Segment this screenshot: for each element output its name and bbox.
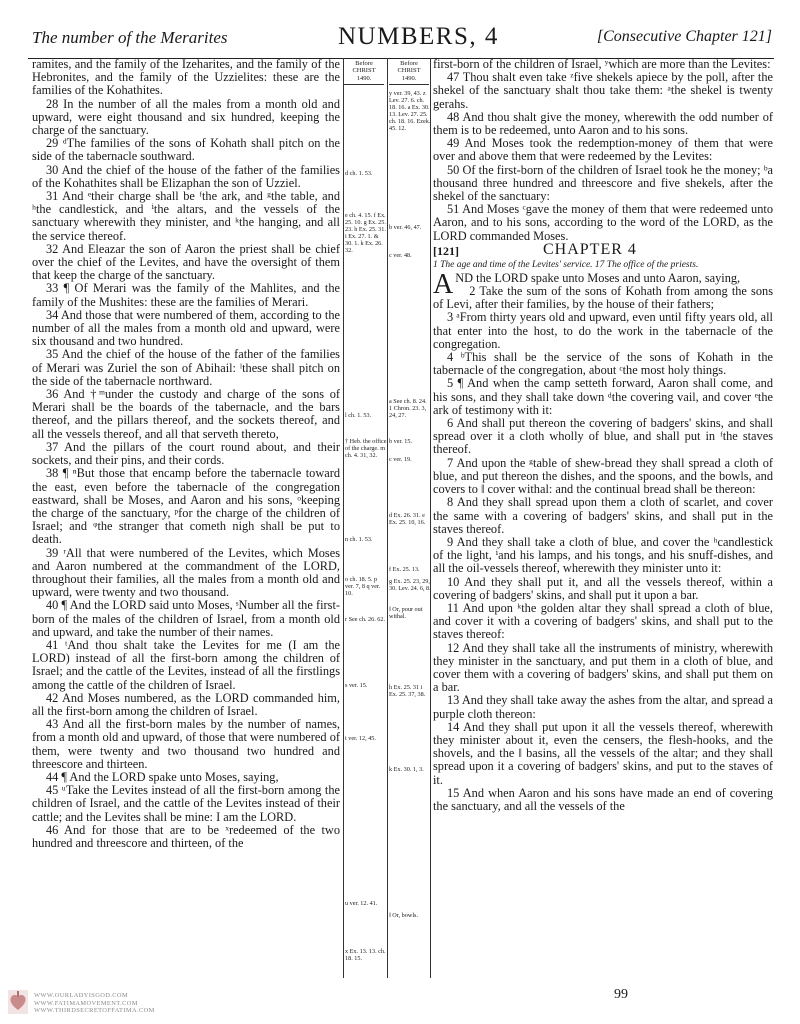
verse: 40 ¶ And the LORD said unto Moses, ˢNumber all the first-born of the males of the children of Israel, from a month old and upward, and take the number of their names. [32, 598, 340, 639]
verse: 48 And thou shalt give the money, wherewith the odd number of them is to be redeemed, unto Aaron and to his sons. [433, 109, 773, 138]
left-text-column [32, 58, 340, 850]
verse: 45 ᵘTake the Levites instead of all the first-born among the children of Israel, and the cattle of the Levites instead of their cattle; and the Levites shall be mine: I am the LORD. [32, 783, 340, 824]
drop-cap: A [433, 268, 454, 300]
verse: 33 ¶ Of Merari was the family of the Mahlites, and the family of the Mushites: these are the families of Merari. [32, 281, 340, 309]
verse: 35 And the chief of the house of the father of the families of Merari was Zuriel the son of Abihail: ˡthese shall pitch on the side of the tabernacle northward. [32, 347, 340, 388]
verse: 29 ᵈThe families of the sons of Kohath shall pitch on the side of the tabernacle southward. [32, 136, 340, 164]
chapter-title: CHAPTER 4 [543, 240, 637, 258]
footer-link[interactable]: WWW.THIRDSECRETOFFATIMA.COM [34, 1007, 155, 1015]
margin-note: n ch. 1. 53. [345, 536, 373, 543]
margin-note: b ver. 46, 47. [389, 224, 422, 231]
verse: 28 In the number of all the males from a month old and upward, were eight thousand and six hundred, keeping the charge of the sanctuary. [32, 96, 340, 138]
verse: 2 Take the sum of the sons of Kohath from among the sons of Levi, after their families, by the house of their fathers; [433, 284, 773, 312]
verse: ramites, and the family of the Izeharites, and the family of the Hebronites, and the family of the Uzzielites: these are the families of the Kohathites. [32, 57, 340, 98]
verse: 44 ¶ And the LORD spake unto Moses, saying, [46, 769, 279, 784]
before-christ-label-left: Before CHRIST 1490. [344, 60, 384, 85]
verse: 5 ¶ And when the camp setteth forward, Aaron shall come, and his sons, and they shall take down ᵈthe covering vail, and cover ᵉthe ark of testimony with it: [433, 376, 773, 417]
margin-note: a See ch. 8. 24. 1 Chron. 23. 3, 24, 27. [389, 398, 427, 419]
chapter-heading [433, 240, 773, 259]
footer-links [34, 992, 254, 1015]
header-consecutive-chapter: [Consecutive Chapter 121] [596, 28, 772, 45]
verse-text: ND the LORD spake unto Moses and unto Aaron, saying, [455, 270, 741, 285]
right-text-column [433, 58, 773, 813]
verse: 31 And ᵉtheir charge shall be ᶠthe ark, and ᵍthe table, and ʰthe candlestick, and ⁱthe altars, and the vessels of the sanctuary wherewith they minister, and ᵏthe hanging, and all the service thereof. [32, 189, 340, 243]
margin-note: g Ex. 25. 23, 29, 30. Lev. 24. 6, 8. [389, 578, 431, 592]
margin-note: h Ex. 25. 31 i Ex. 25. 37, 38. [389, 684, 426, 698]
verse: 11 And upon ᵏthe golden altar they shall spread a cloth of blue, and cover it with a covering of badgers' skins, and shall put to the staves thereof: [433, 600, 773, 642]
verse: 3 ᵃFrom thirty years old and upward, even until fifty years old, all that enter into the host, to do the work in the tabernacle of the congregation. [433, 310, 773, 351]
margin-note: c ver. 19. [389, 456, 412, 463]
column-rule-left [343, 58, 344, 978]
margin-note: e ch. 4. 15. f Ex. 25. 10. g Ex. 25. 23. h Ex. 25. 31. i Ex. 27. 1. & 30. 1. k Ex. 26. 32. [345, 212, 386, 254]
verse: first-born of the children of Israel, ʸwhich are more than the Levites: [433, 57, 771, 71]
verse: 9 And they shall take a cloth of blue, and cover the ʰcandlestick of the light, ⁱand his lamps, and his tongs, and his snuff-dishes, and all the oil-vessels thereof, wherewith they minister unto it: [433, 534, 773, 576]
verse: 15 And when Aaron and his sons have made an end of covering the sanctuary, and all the vessels of the [433, 785, 773, 813]
margin-note: u ver. 12. 41. [345, 900, 378, 907]
verse: 8 And they shall spread upon them a cloth of scarlet, and cover the same with a covering of badgers' skins, and shall put in the staves thereof. [433, 495, 773, 536]
verse: 43 And all the first-born males by the number of names, from a month old and upward, of those that were numbered of them, were twenty and two thousand two hundred and threescore and thirteen. [32, 717, 340, 771]
header-book-title: NUMBERS, 4 [338, 23, 499, 50]
margin-note: f Ex. 25. 13. [389, 566, 420, 573]
verse: 38 ¶ ⁿBut those that encamp before the tabernacle toward the east, even before the tabernacle of the congregation eastward, shall be Moses, and Aaron and his sons, ᵒkeeping the charge of the sanctuary, ᵖfor the charge of the children of Israel; and ᵠthe stranger that cometh nigh shall be put to death. [32, 466, 340, 547]
verse: 12 And they shall take all the instruments of ministry, wherewith they minister in the sanctuary, and put them in a cloth of blue, and cover them with a covering of badgers' skins, and shall put them on a bar. [433, 640, 773, 695]
margin-note: b ver. 15. [389, 438, 413, 445]
margin-note: x Ex. 13. 13. ch. 18. 15. [345, 948, 386, 962]
chapter-summary: 1 The age and time of the Levites' service. 17 The office of the priests. [433, 259, 699, 270]
verse: 41 ᵗAnd thou shalt take the Levites for me (I am the LORD) instead of all the first-born among the children of Israel; and the cattle of the Levites, instead of all the firstlings among the cattle of the children of Israel. [32, 637, 340, 692]
margin-note: d Ex. 26. 31. e Ex. 25. 10, 16. [389, 512, 426, 526]
verse: 6 And shall put thereon the covering of badgers' skins, and shall spread over it a cloth wholly of blue, and shall put in ᶠthe staves thereof. [433, 416, 773, 457]
margin-note: c ver. 48. [389, 252, 412, 259]
chapter-consecutive-number: [121] [433, 243, 459, 258]
before-christ-label-right: Before CHRIST 1490. [389, 60, 429, 85]
page-number: 99 [614, 987, 628, 1002]
margin-note: r See ch. 26. 62. [345, 616, 386, 623]
heart-logo-icon [8, 990, 28, 1014]
header-section-title: The number of the Merarites [32, 28, 228, 47]
margin-note: t ver. 12, 45. [345, 735, 376, 742]
verse: 34 And those that were numbered of them, according to the number of all the males from a month old and upward, were six thousand and two hundred. [32, 307, 340, 349]
verse: 14 And they shall put upon it all the vessels thereof, wherewith they minister about it, even the censers, the flesh-hooks, and the shovels, and the ‖ basins, all the vessels of the altar; and they shall spread upon it a covering of badgers' skins, and put to the staves of it. [433, 719, 773, 787]
verse: 7 And upon the ᵍtable of shew-bread they shall spread a cloth of blue, and put thereon the dishes, and the spoons, and the bowls, and covers to ‖ cover withal: and the continual bread shall be thereon: [433, 455, 773, 497]
margin-note: ‖ Or, pour out withal. [389, 606, 423, 620]
column-rule-middle [387, 58, 388, 978]
verse: 32 And Eleazar the son of Aaron the priest shall be chief over the chief of the Levites, and have the oversight of them that keep the charge of the sanctuary. [32, 241, 340, 283]
margin-note: d ch. 1. 53. [345, 170, 373, 177]
margin-note: k Ex. 30. 1, 3. [389, 766, 424, 773]
verse: 36 And †ᵐunder the custody and charge of the sons of Merari shall be the boards of the tabernacle, and the bars thereof, and the pillars thereof, and the sockets thereof, and all the vessels thereof, and all that serveth thereto, [32, 387, 340, 441]
margin-note: † Heb. the office of the charge. m ch. 4. 31, 32. [345, 438, 387, 459]
verse: 47 Thou shalt even take ᶻfive shekels apiece by the poll, after the shekel of the sanctuary shalt thou take them: ᵃthe shekel is twenty gerahs. [433, 70, 773, 111]
verse: 51 And Moses ᶜgave the money of them that were redeemed unto Aaron, and to his sons, according to the word of the LORD, as the LORD commanded Moses. [433, 202, 773, 243]
verse: 42 And Moses numbered, as the LORD commanded him, all the first-born among the children of Israel. [32, 690, 340, 718]
footer-link[interactable]: WWW.OURLADYISGOD.COM [34, 992, 129, 999]
verse: 49 And Moses took the redemption-money of them that were over and above them that were redeemed by the Levites: [433, 136, 773, 164]
verse: 13 And they shall take away the ashes from the altar, and spread a purple cloth thereon: [433, 693, 773, 721]
margin-note: o ch. 18. 5. p ver. 7, 8 q ver. 10. [345, 576, 381, 597]
margin-note: s ver. 15. [345, 682, 368, 689]
margin-note: y ver. 39, 43. z Lev. 27. 6. ch. 18. 16. a Ex. 30. 13. Lev. 27. 25. ch. 18. 16. Ezek. 45. 12. [389, 90, 431, 132]
verse: 10 And they shall put it, and all the vessels thereof, within a covering of badgers' skins, and shall put it upon a bar. [433, 574, 773, 602]
margin-note: l ch. 1. 53. [345, 412, 372, 419]
margin-note: ‖ Or, bowls. [389, 912, 418, 919]
verse: 46 And for those that are to be ˣredeemed of the two hundred and threescore and thirteen, of the [32, 822, 340, 850]
footer-link[interactable]: WWW.FATIMAMOVEMENT.COM [34, 999, 138, 1007]
verse: 4 ᵇThis shall be the service of the sons of Kohath in the tabernacle of the congregation, about ᶜthe most holy things. [433, 350, 773, 378]
verse: 50 Of the first-born of the children of Israel took he the money; ᵇa thousand three hundred and threescore and five shekels, after the shekel of the sanctuary: [433, 162, 773, 204]
running-header [28, 24, 774, 59]
verse: 30 And the chief of the house of the father of the families of the Kohathites shall be Elizaphan the son of Uzziel. [32, 162, 340, 190]
verse: 37 And the pillars of the court round about, and their sockets, and their pins, and their cords. [32, 439, 340, 468]
verse: 39 ʳAll that were numbered of the Levites, which Moses and Aaron numbered at the commandment of the LORD, throughout their families, all the males from a month old and upward, were twenty and two thousand. [32, 545, 340, 600]
